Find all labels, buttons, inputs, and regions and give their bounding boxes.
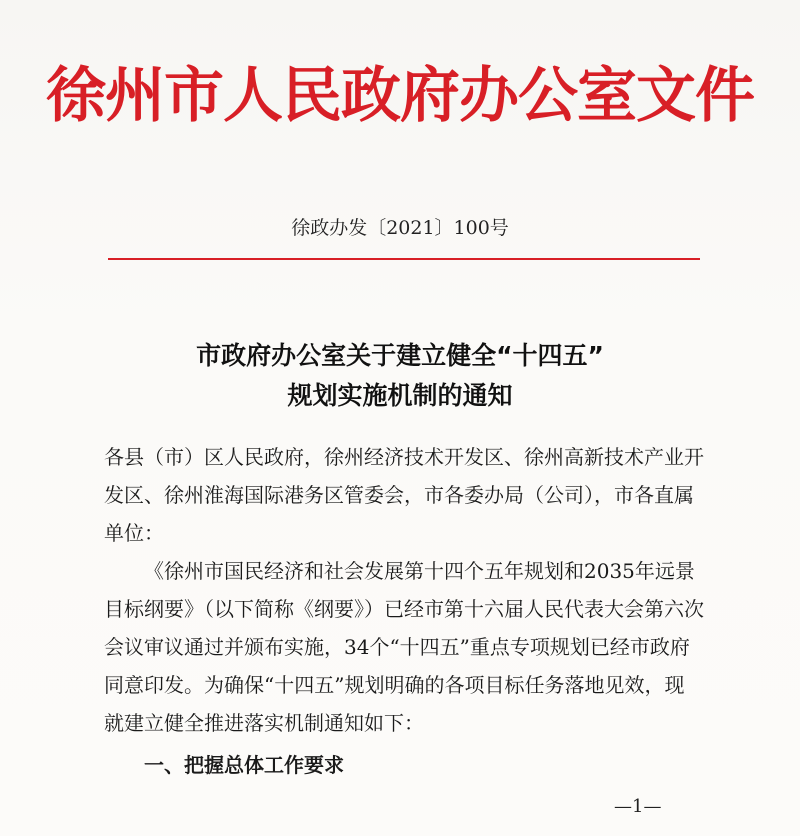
page-number: —1— (614, 796, 662, 817)
red-divider-line (108, 258, 700, 260)
issuer-header: 徐州市人民政府办公室文件 (46, 61, 754, 131)
addressees: 各县（市）区人民政府，徐州经济技术开发区、徐州高新技术产业开发区、徐州淮海国际港务区管委会，市各委办局（公司），市各直属单位： (104, 445, 704, 545)
document-body (104, 438, 704, 784)
subject-line-1: 市政府办公室关于建立健全“十四五” (196, 341, 604, 370)
document-number: 徐政办发〔2021〕100号 (291, 217, 509, 239)
document-subject (0, 336, 800, 416)
subject-line-2: 规划实施机制的通知 (287, 381, 513, 410)
body-paragraph-1: 《徐州市国民经济和社会发展第十四个五年规划和2035年远景目标纲要》（以下简称《纲要》）已经市第十六届人民代表大会第六次会议审议通过并颁布实施，34个“十四五”重点专项规划已经市政府同意印发。为确保“十四五”规划明确的各项目标任务落地见效，现就建立健全推进落实机制通知如下： (104, 559, 704, 735)
section-heading-1: 一、把握总体工作要求 (144, 753, 344, 777)
